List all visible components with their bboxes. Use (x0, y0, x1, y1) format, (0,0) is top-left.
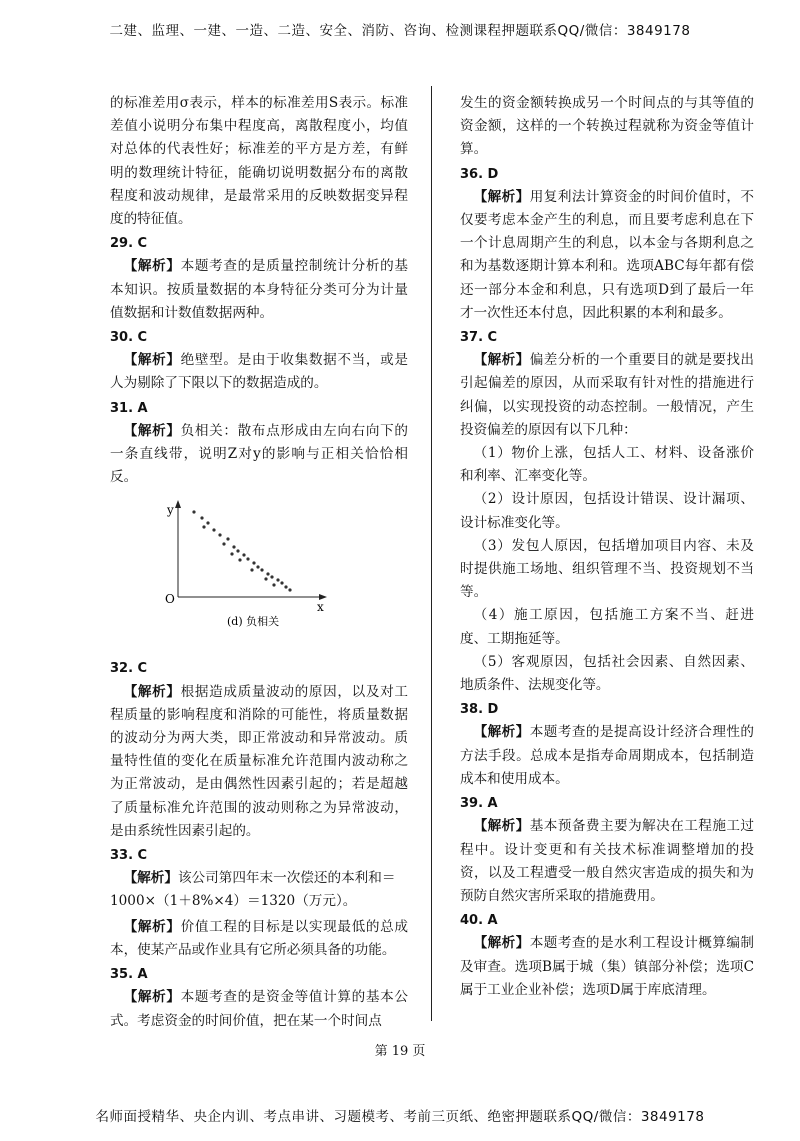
scatter-point (272, 584, 275, 587)
y-axis-label: y (167, 503, 174, 518)
scatter-point (246, 558, 249, 561)
intro-paragraph: 的标准差用σ表示，样本的标准差用S表示。标准差值小说明分布集中程度高，离散程度小，均值对总体的代表性好；标准差的平方是方差，有鲜明的数理统计特征，能确切说明数据分布的离散程度和波动规律，是最常采用的反映数据变异程度的特征值。 (110, 95, 408, 228)
answer-32: 32. C (110, 661, 148, 677)
answer-40: 40. A (460, 913, 498, 929)
explanation-text: 基本预备费主要为解决在工程施工过程中。设计变更和有关技术标准调整增加的投资，以及工程遭受一般自然灾害造成的损失和为预防自然灾害所采取的措施费用。 (460, 818, 754, 904)
cause-item: （5）客观原因，包括社会因素、自然因素、地质条件、法规变化等。 (460, 653, 754, 694)
explanation-tag: 【解析】 (123, 918, 181, 935)
explanation-33 (110, 867, 408, 890)
scatter-point (252, 562, 255, 565)
explanation-tag: 【解析】 (473, 188, 530, 205)
scatter-point (206, 522, 209, 525)
explanation-tag: 【解析】 (473, 352, 530, 369)
explanation-text: 本题考查的是水利工程设计概算编制及审查。选项B属于城（集）镇部分补偿；选项C属于工业企业补偿；选项D属于库底清理。 (460, 935, 754, 998)
explanation-text: 本题考查的是质量控制统计分析的基本知识。按质量数据的本身特征分类可分为计量值数据和计数值数据两种。 (110, 258, 409, 321)
cause-item: （4）施工原因，包括施工方案不当、赶进度、工期拖延等。 (460, 607, 754, 647)
explanation-tag: 【解析】 (473, 935, 530, 952)
explanation-tag: 【解析】 (123, 989, 181, 1006)
explanation-text: 负相关：散布点形成由左向右向下的一条直线带，说明Z对y的影响与正相关恰恰相反。 (110, 422, 409, 486)
explanation-text: 绝壁型。是由于收集数据不当，或是人为剔除了下限以下的数据造成的。 (110, 352, 409, 392)
explanation-32 (110, 681, 408, 843)
explanation-31 (110, 420, 408, 490)
explanation-36 (460, 186, 754, 325)
scatter-point (280, 582, 283, 585)
explanation-40 (460, 932, 754, 1002)
scatter-point (212, 529, 215, 532)
scatter-point (192, 511, 195, 514)
origin-label: O (165, 592, 175, 607)
explanation-29 (110, 255, 408, 325)
scatter-point (226, 538, 229, 541)
scatter-point (260, 569, 263, 572)
scatter-point (242, 554, 245, 557)
answer-37: 37. C (460, 330, 498, 346)
answer-35: 35. A (110, 967, 148, 983)
page-number: 第 19 页 (374, 1044, 426, 1059)
explanation-34 (110, 916, 408, 962)
explanation-tag: 【解析】 (473, 818, 530, 835)
answer-39: 39. A (460, 796, 498, 812)
explanation-text: 偏差分析的一个重要目的就是要找出引起偏差的原因，从而采取有针对性的措施进行纠偏，以实现投资的动态控制。一般情况，产生投资偏差的原因有以下几种： (460, 352, 754, 438)
explanation-39 (460, 815, 754, 908)
y-axis-arrow (175, 500, 181, 508)
scatter-point (270, 576, 273, 579)
explanation-37 (460, 349, 754, 442)
scatter-point (256, 566, 259, 569)
explanation-text: 用复利法计算资金的时间价值时，不仅要考虑本金产生的利息，而且要考虑利息在下一个计息周期产生的利息，以本金与各期利息之和为基数逐期计算本利和。选项ABC每年都有偿还一部分本金和利息，只有选项D到了最后一年才一次性还本付息，因此积累的本利和最多。 (460, 188, 754, 321)
header-banner: 二建、监理、一建、一造、二造、安全、消防、咨询、检测课程押题联系QQ/微信：3849178 (109, 23, 691, 39)
scatter-point (284, 586, 287, 589)
explanation-tag: 【解析】 (473, 724, 530, 741)
explanation-tag: 【解析】 (123, 352, 181, 369)
scatter-point (222, 543, 225, 546)
footer-banner: 名师面授精华、央企内训、考点串讲、习题模考、考前三页纸、绝密押题联系QQ/微信：3849178 (95, 1109, 705, 1125)
answer-36: 36. D (460, 166, 499, 182)
column-divider (431, 86, 432, 1021)
answer-29: 29. C (110, 236, 148, 252)
scatter-point (266, 573, 269, 576)
explanation-38 (460, 721, 754, 791)
explanation-tag: 【解析】 (123, 422, 181, 439)
explanation-35 (110, 986, 408, 1032)
x-axis-label: x (317, 600, 324, 615)
answer-30: 30. C (110, 330, 148, 346)
scatter-point (200, 517, 203, 520)
scatter-point (230, 553, 233, 556)
scatter-point (238, 559, 241, 562)
explanation-text: 价值工程的目标是以实现最低的总成本，使某产品或作业具有它所必须具备的功能。 (110, 918, 409, 958)
cause-item: （3）发包人原因，包括增加项目内容、未及时提供施工场地、组织管理不当、投资规划不当等。 (460, 537, 754, 601)
explanation-tag: 【解析】 (123, 870, 178, 887)
scatter-point (250, 569, 253, 572)
scatter-plot (110, 497, 408, 647)
left-column (110, 92, 408, 1033)
explanation-33-formula: 1000×（1＋8%×4）＝1320（万元）。 (110, 893, 357, 910)
scatter-point (276, 579, 279, 582)
explanation-tag: 【解析】 (123, 683, 181, 700)
scatter-point (264, 578, 267, 581)
cause-item: （1）物价上涨，包括人工、材料、设备涨价和利率、汇率变化等。 (460, 445, 754, 485)
scatter-point (288, 589, 291, 592)
answer-31: 31. A (110, 400, 148, 416)
explanation-tag: 【解析】 (123, 258, 181, 275)
scatter-figure (110, 497, 408, 647)
explanation-text: 本题考查的是提高设计经济合理性的方法手段。总成本是指寿命周期成本，包括制造成本和使用成本。 (460, 724, 754, 787)
right-column (460, 92, 754, 1002)
scatter-point (202, 526, 205, 529)
figure-caption: (d) 负相关 (227, 615, 280, 629)
scatter-point (232, 546, 235, 549)
explanation-text: 本题考查的是资金等值计算的基本公式。考虑资金的时间价值，把在某一个时间点 (110, 989, 409, 1029)
scatter-point (218, 534, 221, 537)
answer-33: 33. C (110, 848, 148, 864)
continuation-paragraph: 发生的资金额转换成另一个时间点的与其等值的资金额，这样的一个转换过程就称为资金等值计算。 (460, 95, 754, 158)
cause-item: （2）设计原因，包括设计错误、设计漏项、设计标准变化等。 (460, 491, 754, 531)
explanation-text: 根据造成质量波动的原因，以及对工程质量的影响程度和消除的可能性，将质量数据的波动分为两大类，即正常波动和异常波动。质量特性值的变化在质量标准允许范围内波动称之为正常波动，是由偶然性因素引起的；若是超越了质量标准允许范围的波动则称之为异常波动，是由系统性因素引起的。 (110, 683, 409, 839)
scatter-points (192, 511, 291, 592)
answer-38: 38. D (460, 702, 499, 718)
scatter-point (236, 550, 239, 553)
explanation-30 (110, 349, 408, 395)
explanation-text: 该公司第四年末一次偿还的本利和＝ (177, 870, 396, 887)
